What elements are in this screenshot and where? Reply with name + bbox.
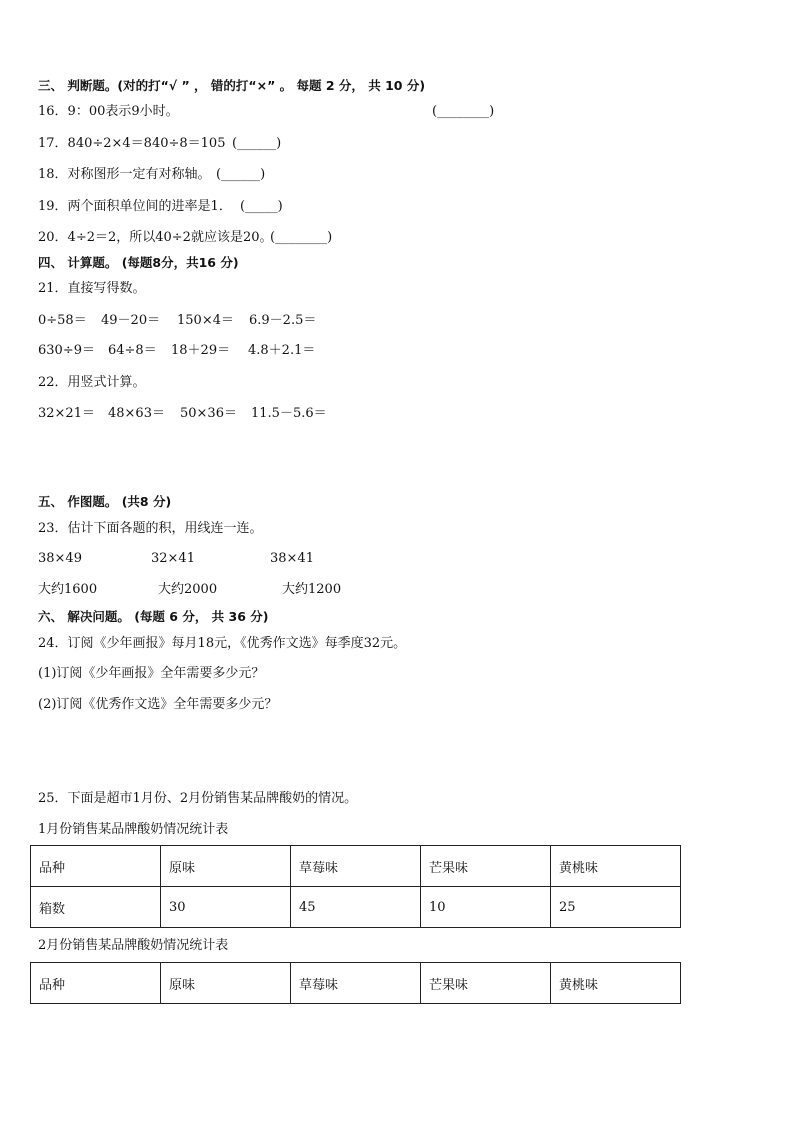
q23-product[interactable]: 38×49 [38,551,82,566]
question-24-title: 24．订阅《少年画报》每月18元，《优秀作文选》每季度32元。 [38,636,407,651]
q22-expr: 11.5－5.6＝ [251,406,327,421]
q21-expr: 0÷58＝ [38,313,87,328]
question-25-title: 25．下面是超市1月份、2月份销售某品牌酸奶的情况。 [38,791,358,806]
table-cell: 原味 [161,963,291,1004]
q23-estimate[interactable]: 大约2000 [158,582,218,597]
question-21-title: 21．直接写得数。 [38,281,146,296]
question-24-sub-2: (2)订阅《优秀作文选》全年需要多少元？ [38,697,278,712]
table-cell: 黄桃味 [551,963,681,1004]
table-1-caption: 1月份销售某品牌酸奶情况统计表 [38,822,229,837]
q22-expr: 48×63＝ [108,406,165,421]
table-cell: 草莓味 [291,846,421,887]
q21-expr: 630÷9＝ [38,343,95,358]
q21-expr: 18＋29＝ [171,343,231,358]
table-header-row [31,963,681,1004]
question-18: 18．对称图形一定有对称轴。 [38,167,211,182]
table-cell: 10 [421,887,551,928]
answer-blank-17[interactable]: (______) [232,136,282,151]
answer-blank-19[interactable]: (_____) [240,199,283,214]
answer-blank-16[interactable]: (________) [432,104,495,119]
february-sales-table [30,962,681,1004]
answer-blank-20[interactable]: (________) [270,230,333,245]
table-row [31,887,681,928]
section-6-header: 六、 解决问题。 (每题 6 分， 共 36 分) [38,609,269,624]
table-2-caption: 2月份销售某品牌酸奶情况统计表 [38,938,229,953]
question-23-title: 23．估计下面各题的积，用线连一连。 [38,521,263,536]
section-5-header: 五、 作图题。 (共8 分) [38,494,172,509]
q23-estimate[interactable]: 大约1200 [282,582,342,597]
table-cell: 芒果味 [421,963,551,1004]
table-cell: 黄桃味 [551,846,681,887]
question-24-sub-1: (1)订阅《少年画报》全年需要多少元？ [38,666,265,681]
table-cell: 箱数 [31,887,161,928]
table-cell: 品种 [31,846,161,887]
q23-estimate[interactable]: 大约1600 [38,582,98,597]
q21-expr: 64÷8＝ [108,343,157,358]
table-cell: 原味 [161,846,291,887]
q22-expr: 50×36＝ [180,406,237,421]
question-20: 20．4÷2＝2，所以40÷2就应该是20。 [38,230,273,245]
table-cell: 草莓味 [291,963,421,1004]
q21-expr: 150×4＝ [177,313,234,328]
section-4-header: 四、 计算题。 (每题8分，共16 分) [38,255,239,270]
q23-product[interactable]: 32×41 [151,551,195,566]
q21-expr: 49－20＝ [101,313,161,328]
q22-expr: 32×21＝ [38,406,95,421]
january-sales-table [30,845,681,928]
q23-product[interactable]: 38×41 [270,551,314,566]
table-cell: 30 [161,887,291,928]
q21-expr: 6.9－2.5＝ [249,313,317,328]
table-cell: 品种 [31,963,161,1004]
question-19: 19．两个面积单位间的进率是1． [38,199,232,214]
table-cell: 45 [291,887,421,928]
table-cell: 25 [551,887,681,928]
answer-blank-18[interactable]: (______) [216,167,266,182]
question-16: 16．9：00表示9小时。 [38,104,179,119]
question-22-title: 22．用竖式计算。 [38,375,146,390]
table-header-row [31,846,681,887]
question-17: 17．840÷2×4＝840÷8＝105 [38,136,226,151]
q21-expr: 4.8＋2.1＝ [248,343,316,358]
table-cell: 芒果味 [421,846,551,887]
section-3-header: 三、 判断题。(对的打“√ ” ， 错的打“×” 。 每题 2 分， 共 10 分) [38,78,426,93]
